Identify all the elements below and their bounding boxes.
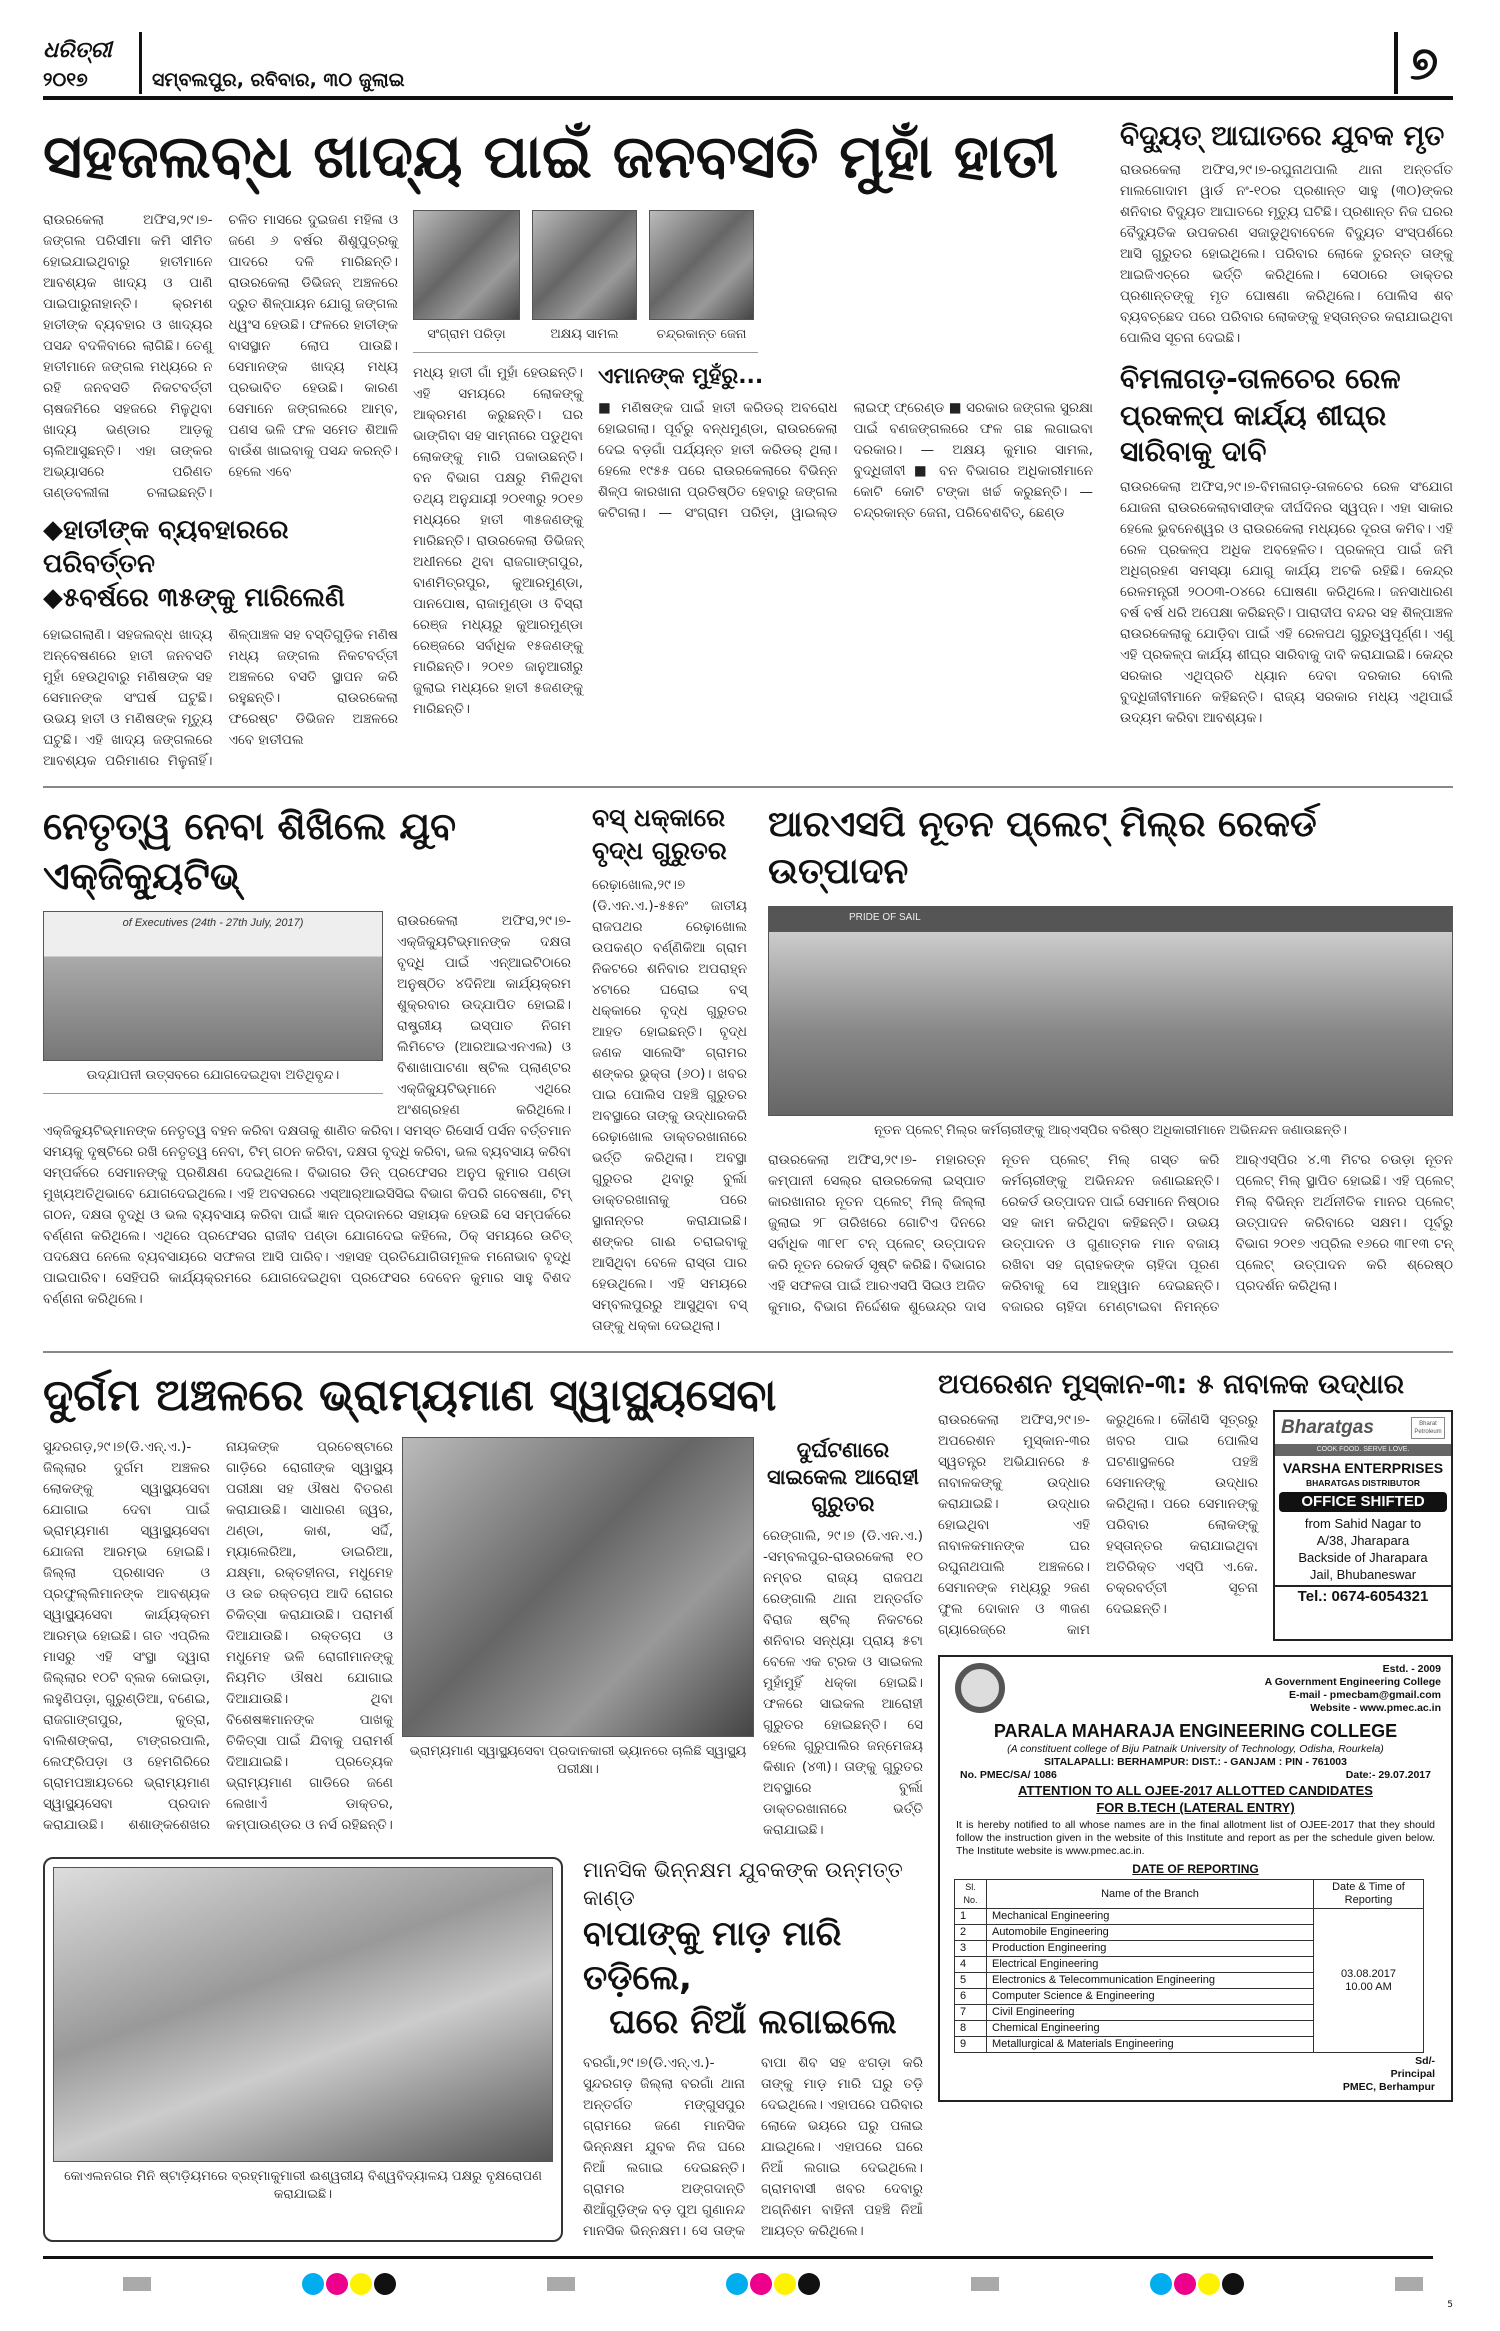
mental-body: ବରଗାଁ,୨୯।୭(ଡି.ଏନ୍.ଏ.)- ସୁନ୍ଦରଗଡ଼ ଜିଲ୍ଲା ବରଗାଁ ଥାନା ଅନ୍ତର୍ଗତ ମଙ୍ଗୁସପୁର ଗ୍ରାମରେ ଜଣେ ମାନସିକ ଭିନ୍ନକ୍ଷମ ଯୁବକ ନିଜ ଘରେ ନିଆଁ ଲଗାଇ ଦେଇଛନ୍ତି। ଗ୍ରାମର ଅଙ୍ଗଦାନ୍ତି ଶିଆଁଗୁଡ଼ିଙ୍କ ବଡ଼ ପୁଅ ଗୁଣାନନ୍ଦ ମାନସିକ ଭିନ୍ନକ୍ଷମ। ସେ ତାଙ୍କ ବାପା ଶିବ ସହ ଝଗଡ଼ା କରି ତାଙ୍କୁ ମାଡ଼ ମାରି ଘରୁ ତଡ଼ି ଦେଇଥିଲେ। ଏହାପରେ ପରିବାର ଲୋକେ ଭୟରେ ଘରୁ ପଳାଇ ଯାଇଥିଲେ। ଏହାପରେ ଘରେ ନିଆଁ ଲଗାଇ ଦେଇଥିଲେ। ଗ୍ରାମବାସୀ ଖବର ଦେବାରୁ ଅଗ୍ନିଶମ ବାହିନୀ ପହଞ୍ଚି ନିଆଁ ଆୟତ୍ତ କରିଥିଲେ। [583, 2054, 923, 2239]
col-header: Name of the Branch [987, 1880, 1314, 1909]
company-name: VARSHA ENTERPRISES [1282, 1460, 1444, 1477]
photo-portrait [649, 210, 754, 320]
bottom-section [43, 1367, 1453, 2241]
bus-body: ରେଢ଼ାଖୋଲ,୨୯।୭ (ଡି.ଏନ.ଏ.)-୫୫ନଂ ଜାତୀୟ ରାଜପଥର ରେଢ଼ାଖୋଲ ଉପକଣ୍ଠ ବର୍ଣ୍ଣିକିଆ ଗ୍ରାମ ନିକଟରେ ଶନିବାର ଅପରାହ୍ନ ୪ଟାରେ ଘରୋଇ ବସ୍ ଧକ୍କାରେ ବୃଦ୍ଧ ଗୁରୁତର ଆହତ ହୋଇଛନ୍ତି। ବୃଦ୍ଧ ଜଣକ ସାଲେସିଂ ଗ୍ରାମର ଶଙ୍କର ଭୁକ୍ତା (୬୦)। ଖବର ପାଇ ପୋଲିସ ପହଞ୍ଚି ଗୁରୁତର ଅବସ୍ଥାରେ ତାଙ୍କୁ ଉଦ୍ଧାରକରି ରେଢ଼ାଖୋଲ ଡାକ୍ତରଖାନାରେ ଭର୍ତ୍ତି କରିଥିଲା। ଅବସ୍ଥା ଗୁରୁତର ଥିବାରୁ ବୁର୍ଲା ଡାକ୍ତରଖାନାକୁ ପରେ ସ୍ଥାନାନ୍ତର କରାଯାଇଛି। ଶଙ୍କର ଗାଈ ଚରାଇବାକୁ ଆସିଥିବା ବେଳେ ରାସ୍ତା ପାର ହେଉଥିଲେ। ଏହି ସମୟରେ ସମ୍ବଲପୁରରୁ ଆସୁଥିବା ବସ୍ ତାଙ୍କୁ ଧକ୍କା ଦେଇଥିଲା। [592, 877, 747, 1335]
notice-text: It is hereby notified to all whose names are in the final allotment list of OJEE-2017 that they should follow the instruction given in the website of this Institute and report as per the schedule given below. The Institute website is www.pmec.ac.in. [956, 1819, 1435, 1858]
photo-caption: ସଂଗ୍ରାମ ପରିଡ଼ା [427, 327, 506, 342]
tree-photo-caption: କୋଏଲନଗର ମିନି ଷ୍ଟାଡ଼ିୟମରେ ବ୍ରହ୍ମାକୁମାରୀ ଈଶ୍ୱରୀୟ ବିଶ୍ୱବିଦ୍ୟାଳୟ ପକ୍ଷରୁ ବୃକ୍ଷରୋପଣ କରାଯାଇଛି। [64, 2169, 542, 2203]
address-line: from Sahid Nagar to [1304, 1516, 1422, 1532]
photo-portrait [532, 210, 637, 320]
mental-headline-2: ଘରେ ନିଆଁ ଲଗାଇଲେ [609, 2002, 897, 2043]
estd: Estd. - 2009 [1382, 1663, 1441, 1676]
table-row: 5 Electronics & Telecommunication Engineering [955, 1973, 1424, 1989]
lead-headline: ସହଜଲବ୍ଧ ଖାଦ୍ୟ ପାଇଁ ଜନବସତି ମୁହାଁ ହାତୀ [43, 122, 1059, 192]
tree-photo-frame [43, 1857, 563, 2241]
signatory-title: Principal [1390, 2068, 1435, 2081]
header-rule [43, 96, 1453, 100]
rail-body: ରାଉରକେଲା ଅଫିସ,୨୯।୭-ବିମଳାଗଡ଼-ତାଳଚେର ରେଳ ସଂଯୋଗ ଯୋଜନା ରାଉରକେଲାବାସୀଙ୍କ ଦୀର୍ଘଦିନର ସ୍ୱପ୍ନ। ଏହା ସାକାର ହେଲେ ଭୁବନେଶ୍ୱର ଓ ରାଉରକେଲା ମଧ୍ୟରେ ଦୂରତା କମିବ। ଏହି ରେଳ ପ୍ରକଳ୍ପ ଅଧିକ ଅବହେଳିତ। ପ୍ରକଳ୍ପ ପାଇଁ ଜମି ଅଧିଗ୍ରହଣ ସମସ୍ୟା ଯୋଗୁ କାର୍ଯ୍ୟ ଅଟକି ରହିଛି। କେନ୍ଦ୍ର ରେଳମନ୍ତ୍ରୀ ୨୦୦୩-୦୪ରେ ଘୋଷଣା କରିଥିଲେ। ଜନସାଧାରଣ ବର୍ଷ ବର୍ଷ ଧରି ଅପେକ୍ଷା କରିଛନ୍ତି। ପାରାଦୀପ ବନ୍ଦର ସହ ଶିଳ୍ପାଞ୍ଚଳ ରାଉରକେଲାକୁ ଯୋଡ଼ିବା ପାଇଁ ଏହି ରେଳପଥ ଗୁରୁତ୍ୱପୂର୍ଣ୍ଣ। ଏଣୁ ଏହି ପ୍ରକଳ୍ପ କାର୍ଯ୍ୟ ଶୀଘ୍ର ସାରିବାକୁ ଦାବି କରାଯାଇଛି। କେନ୍ଦ୍ର ସରକାର ଏଥିପ୍ରତି ଧ୍ୟାନ ଦେବା ଦରକାର ବୋଲି ବୁଦ୍ଧିଜୀବୀମାନେ କହିଛନ୍ତି। ରାଜ୍ୟ ସରକାର ମଧ୍ୟ ଏଥିପାଇଁ ଉଦ୍ୟମ କରିବା ଆବଶ୍ୟକ। [1120, 478, 1453, 726]
reporting-table [954, 1879, 1424, 2053]
table-row: 2 Automobile Engineering [955, 1925, 1424, 1941]
report-time: 10.00 AM [1345, 1980, 1392, 1993]
lead-subhead-2: ◆୫ବର୍ଷରେ ୩୫ଙ୍କୁ ମାରିଲେଣି [43, 582, 345, 613]
notice-badge: OFFICE SHIFTED [1279, 1492, 1447, 1512]
photo-caption: ଅକ୍ଷୟ ସାମଲ [550, 327, 619, 342]
phone: Tel.: 0674-6054321 [1275, 1585, 1451, 1607]
bharatgas-logo: Bharatgas [1281, 1417, 1374, 1439]
subtitle: BHARATGAS DISTRIBUTOR [1306, 1478, 1420, 1489]
health-headline: ଦୁର୍ଗମ ଅଞ୍ଚଳରେ ଭ୍ରାମ୍ୟମାଣ ସ୍ୱାସ୍ଥ୍ୟସେବା [43, 1370, 777, 1422]
corner-number: 5 [1447, 2299, 1453, 2310]
cycle-body: ରେଙ୍ଗାଲି, ୨୯।୭ (ଡି.ଏନ.ଏ.) -ସମ୍ବଲପୁର-ରାଉରକେଲା ୧୦ ନମ୍ବର ରାଜ୍ୟ ରାଜପଥ ରେଙ୍ଗାଲି ଥାନା ଅନ୍ତର୍ଗତ ବିରାଜ ଷ୍ଟିଲ୍ ନିକଟରେ ଶନିବାର ସନ୍ଧ୍ୟା ପ୍ରାୟ ୫ଟା ବେଳେ ଏକ ଟ୍ରକ ଓ ସାଇକଲ ମୁହାଁମୁହିଁ ଧକ୍କା ହୋଇଛି। ଫଳରେ ସାଇକଲ ଆରୋହୀ ଗୁରୁତର ହୋଇଛନ୍ତି। ସେ ହେଲେ ଗୁରୁପାଲିର ଜନ୍ମେଜୟ କିଶାନ (୪୩)। ତାଙ୍କୁ ଗୁରୁତର ଅବସ୍ଥାରେ ବୁର୍ଲା ଡାକ୍ତରଖାନାରେ ଭର୍ତ୍ତି କରାଯାଇଛି। [763, 1528, 923, 1839]
rsp-body: ରାଉରକେଲା ଅଫିସ,୨୯।୭- ମହାରତ୍ନ କମ୍ପାନୀ ସେଲ୍‌ର ରାଉରକେଲା ଇସ୍ପାତ କାରଖାନାର ନୂତନ ପ୍ଲେଟ୍ ମିଲ୍ ଜିଲ୍ଲା ଜୁଲାଇ ୨୮ ତାରିଖରେ ଗୋଟିଏ ଦିନରେ ସର୍ବାଧିକ ୩୮୧୮ ଟନ୍ ପ୍ଲେଟ୍ ଉତ୍ପାଦନ କରି ନୂତନ ରେକର୍ଡ ସୃଷ୍ଟି କରିଛି। ବିଭାଗର ଏହି ସଫଳତା ପାଇଁ ଆରଏସପି ସିଇଓ ଅଜିତ କୁମାର, ବିଭାଗ ନିର୍ଦ୍ଦେଶକ ଶୁଭେନ୍ଦ୍ର ଦାସ ନୂତନ ପ୍ଲେଟ୍ ମିଲ୍ ଗସ୍ତ କରି କର୍ମଚାରୀଙ୍କୁ ଅଭିନନ୍ଦନ ଜଣାଇଛନ୍ତି। ରେକର୍ଡ ଉତ୍ପାଦନ ପାଇଁ ସେମାନେ ନିଷ୍ଠାର ସହ କାମ କରିଥିବା କହିଛନ୍ତି। ଉଭୟ ଉତ୍ପାଦନ ଓ ଗୁଣାତ୍ମକ ମାନ ବଜାୟ ରଖିବା ସହ ଗ୍ରାହକଙ୍କ ଚାହିଦା ପୂରଣ କରିବାକୁ ସେ ଆହ୍ୱାନ ଦେଇଛନ୍ତି। ବଜାରର ଚାହିଦା ମେଣ୍ଟାଇବା ନିମନ୍ତେ ଆର୍‌ଏସ୍‌ପିର ୪.୩ ମିଟର ଚଉଡ଼ା ନୂତନ ପ୍ଲେଟ୍ ମିଲ୍ ସ୍ଥାପିତ ହୋଇଛି। ଏହି ପ୍ଲେଟ୍ ମିଲ୍ ବିଭିନ୍ନ ଅର୍ଥନୀତିକ ମାନର ପ୍ଲେଟ୍ ଉତ୍ପାଦନ କରିବାରେ ସକ୍ଷମ। ପୂର୍ବରୁ ବିଭାଗ ୨୦୧୭ ଏପ୍ରିଲ ୧୬ରେ ୩୮୧୩ ଟନ୍ ପ୍ଲେଟ୍ ଉତ୍ପାଦନ କରି ଶ୍ରେଷ୍ଠ ପ୍ରଦର୍ଶନ କରିଥିଲା। [768, 1151, 1453, 1315]
table-title: DATE OF REPORTING [1132, 1862, 1259, 1877]
table-row: 3 Production Engineering [955, 1941, 1424, 1957]
lead-photos [413, 210, 758, 344]
color-dots [725, 2273, 821, 2295]
college-name: PARALA MAHARAJA ENGINEERING COLLEGE [993, 1721, 1398, 1742]
notice-title: ATTENTION TO ALL OJEE-2017 ALLOTTED CANDIDATES [1018, 1783, 1373, 1799]
logo: ଧରିତ୍ରୀ [43, 38, 112, 63]
lead-body: ରାଉରକେଲା ଅଫିସ,୨୯।୭- ଜଙ୍ଗଲ ପରିସୀମା କମି ସୀମିତ ହୋଇଯାଇଥିବାରୁ ହାତୀମାନେ ଆବଶ୍ୟକ ଖାଦ୍ୟ ଓ ପାଣି ପାଇପାରୁନାହାନ୍ତି। କ୍ରମଶ ହାତୀଙ୍କ ବ୍ୟବହାର ଓ ଖାଦ୍ୟର ପସନ୍ଦ ବଦଳିବାରେ ଲାଗିଛି। ତେଣୁ ହାତୀମାନେ ଜଙ୍ଗଲ ମଧ୍ୟରେ ନ ରହି ଜନବସତି ନିକଟବର୍ତ୍ତୀ ଚାଷଜମିରେ ସହଜରେ ମିଳୁଥିବା ଖାଦ୍ୟ ଭଣ୍ଡାର ଆଡ଼କୁ ଚାଲିଆସୁଛନ୍ତି। ଏହା ତାଙ୍କର ଅଭ୍ୟାସରେ ପରିଣତ ତାଣ୍ଡବଲୀଳା ଚଳାଇଛନ୍ତି। ଚଳିତ ମାସରେ ଦୁଇଜଣ ମହିଳା ଓ ଜଣେ ୬ ବର୍ଷର ଶିଶୁପୁତ୍ରକୁ ପାଦରେ ଦଳି ମାରିଛନ୍ତି। ରାଉରକେଲା ଡିଭିଜନ୍ ଅଞ୍ଚଳରେ ଦ୍ରୁତ ଶିଳ୍ପାୟନ ଯୋଗୁ ଜଙ୍ଗଲ ଧ୍ୱଂସ ହେଉଛି। ଫଳରେ ହାତୀଙ୍କ ବାସସ୍ଥାନ ଲୋପ ପାଉଛି। ସେମାନଙ୍କ ଖାଦ୍ୟ ମଧ୍ୟ ପ୍ରଭାବିତ ହେଉଛି। କାରଣ ସେମାନେ ଜଙ୍ଗଲରେ ଆମ୍ବ, ପଣସ ଭଳି ଫଳ ସମେତ ଶିଆଳି ବାଉଁଶ ଖାଇବାକୁ ପସନ୍ଦ କରନ୍ତି। ହେଲେ ଏବେ [43, 212, 398, 501]
bp-logo: Bharat Petroleum [1411, 1417, 1445, 1439]
mental-kicker: ମାନସିକ ଭିନ୍ନକ୍ଷମ ଯୁବକଙ୍କ ଉନ୍ମତ୍ତ କାଣ୍ଡ [583, 1858, 903, 1910]
quotes-body: ■ ମଣିଷଙ୍କ ପାଇଁ ହାତୀ କରିଡର୍ ଅବରୋଧ ହୋଇଗଲା। ପୂର୍ବରୁ ବନ୍ଧମୁଣ୍ଡା, ରାଉରକେଲା ଦେଇ ବଡ଼ଗାଁ ପର୍ଯ୍ୟନ୍ତ ହାତୀ କରିଡର୍ ଥିଲା। ହେଲେ ୧୯୫୫ ପରେ ରାଉରକେଲାରେ ବିଭିନ୍ନ ଶିଳ୍ପ କାରଖାନା ପ୍ରତିଷ୍ଠିତ ହେବାରୁ ଜଙ୍ଗଲ କଟିଗଲା। — ସଂଗ୍ରାମ ପରିଡ଼ା, ୱାଇଲ୍ଡ ଲାଇଫ୍ ଫ୍ରେଣ୍ଡ ■ ସରକାର ଜଙ୍ଗଲ ସୁରକ୍ଷା ପାଇଁ ବଣଜଙ୍ଗଲରେ ଫଳ ଗଛ ଲଗାଇବା ଦରକାର। — ଅକ୍ଷୟ କୁମାର ସାମଲ, ବୁଦ୍ଧିଜୀବୀ ■ ବନ ବିଭାଗର ଅଧିକାରୀମାନେ କୋଟି କୋଟି ଟଙ୍କା ଖର୍ଚ୍ଚ କରୁଛନ୍ତି। — ଚନ୍ଦ୍ରକାନ୍ତ ଜେନା, ପରିବେଶବିତ୍, ଛେଣ୍ଡ [598, 399, 1093, 521]
electrocution-headline: ବିଦ୍ୟୁତ୍ ଆଘାତରେ ଯୁବକ ମୃତ [1120, 119, 1445, 152]
health-photo-caption: ଭ୍ରାମ୍ୟମାଣ ସ୍ୱାସ୍ଥ୍ୟସେବା ପ୍ରଦାନକାରୀ ଭ୍ୟାନରେ ଚାଲିଛି ସ୍ୱାସ୍ଥ୍ୟ ପରୀକ୍ଷା। [409, 1743, 747, 1777]
executives-photo-caption: ଉଦ୍‌ଯାପନୀ ଉତ୍ସବରେ ଯୋଗଦେଇଥିବା ଅତିଥିବୃନ୍ଦ। [86, 1068, 340, 1084]
website[interactable]: Website - www.pmec.ac.in [1310, 1702, 1441, 1715]
email[interactable]: E-mail - pmecbam@gmail.com [1288, 1689, 1441, 1702]
college-type: A Government Engineering College [1264, 1676, 1441, 1689]
table-row: 1 Mechanical Engineering 03.08.2017 10.00 AM [955, 1909, 1424, 1925]
banner-text: of Executives (24th - 27th July, 2017) [122, 917, 304, 930]
middle-section [43, 802, 1453, 1337]
lead-subhead-1: ◆ହାତୀଙ୍କ ବ୍ୟବହାରରେ ପରିବର୍ତ୍ତନ [43, 515, 289, 579]
notice-date: Date:- 29.07.2017 [1345, 1769, 1431, 1782]
tree-photo [53, 1867, 553, 2162]
health-body: ସୁନ୍ଦରଗଡ଼,୨୯।୭(ଡି.ଏନ୍.ଏ.)- ଜିଲ୍ଲାର ଦୁର୍ଗମ ଅଞ୍ଚଳର ଲୋକଙ୍କୁ ସ୍ୱାସ୍ଥ୍ୟସେବା ଯୋଗାଇ ଦେବା ପାଇଁ ଭ୍ରାମ୍ୟମାଣ ସ୍ୱାସ୍ଥ୍ୟସେବା ଯୋଜନା ଆରମ୍ଭ ହୋଇଛି। ଜିଲ୍ଲା ପ୍ରଶାସନ ଓ ପ୍ରଫୁଲ୍ଲିମାନଙ୍କ ଆବଶ୍ୟକ ସ୍ୱାସ୍ଥ୍ୟସେବା କାର୍ଯ୍ୟକ୍ରମ ଆରମ୍ଭ ହୋଇଛି। ଗତ ଏପ୍ରିଲ ମାସରୁ ଏହି ସଂସ୍ଥା ଦ୍ୱାରା ଜିଲ୍ଲାର ୧୦ଟି ବ୍ଲକ କୋଇଡ଼ା, ଲହୁଣିପଡ଼ା, ଗୁରୁଣ୍ଡିଆ, ବଣେଇ, ରାଜଗାଙ୍ଗପୁର, କୁତ୍ରା, ବାଲିଶଙ୍କରା, ଟାଙ୍ଗରପାଲି, ଲେଫ୍ରିପଡ଼ା ଓ ହେମଗିରିରେ ଗ୍ରାମପଞ୍ଚାୟତରେ ଭ୍ରାମ୍ୟମାଣ ସ୍ୱାସ୍ଥ୍ୟସେବା ପ୍ରଦାନ କରାଯାଉଛି। ଶଶାଙ୍କଶେଖର ନାୟକଙ୍କ ପ୍ରଚେଷ୍ଟାରେ ଗାଡ଼ିରେ ରୋଗୀଙ୍କ ସ୍ୱାସ୍ଥ୍ୟ ପରୀକ୍ଷା ସହ ଔଷଧ ବିତରଣ କରାଯାଉଛି। ସାଧାରଣ ଜ୍ୱର, ଥଣ୍ଡା, କାଶ, ସର୍ଦ୍ଦି, ମ୍ୟାଲେରିଆ, ଡାଇରିଆ, ଯକ୍ଷ୍ମା, ରକ୍ତହୀନତା, ମଧୁମେହ ଓ ଉଚ୍ଚ ରକ୍ତଚାପ ଆଦି ରୋଗର ଚିକିତ୍ସା କରାଯାଉଛି। ପରାମର୍ଶ ଦିଆଯାଉଛି। ରକ୍ତଚାପ ଓ ମଧୁମେହ ଭଳି ରୋଗୀମାନଙ୍କୁ ନିୟମିତ ଔଷଧ ଯୋଗାଇ ଦିଆଯାଉଛି। ଥିବା ବିଶେଷଜ୍ଞମାନଙ୍କ ପାଖକୁ ଚିକିତ୍ସା ପାଇଁ ଯିବାକୁ ପରାମର୍ଶ ଦିଆଯାଇଛି। ପ୍ରତ୍ୟେକ ଭ୍ରାମ୍ୟମାଣ ଗାଡିରେ ଜଣେ ଲେଖାଏଁ ଡାକ୍ତର, କମ୍ପାଉଣ୍ଡର ଓ ନର୍ସ ରହିଛନ୍ତି। [43, 1438, 393, 1833]
table-row: 9 Metallurgical & Materials Engineering [955, 2037, 1424, 2053]
address: SITALAPALLI: BERHAMPUR: DIST.: - GANJAM : PIN - 761003 [1044, 1756, 1347, 1769]
photo-portrait [413, 210, 520, 320]
quotes-title: ଏମାନଙ୍କ ମୁହଁରୁ... [598, 364, 764, 389]
table-row: 7 Civil Engineering [955, 2005, 1424, 2021]
executives-photo [43, 911, 383, 1061]
dateline: ସମ୍ବଲପୁର, ରବିବାର, ୩୦ ଜୁଲାଇ [152, 69, 405, 91]
masthead [43, 28, 1453, 94]
banner-text: PRIDE OF SAIL [849, 911, 921, 923]
signature: Sd/- [1415, 2055, 1435, 2068]
mental-headline-1: ବାପାଙ୍କୁ ମାଡ଼ ମାରି ତଡ଼ିଲେ, [583, 1914, 842, 1999]
col-header: Date & Time of Reporting [1314, 1880, 1424, 1909]
notice-subtitle: FOR B.TECH (LATERAL ENTRY) [1096, 1800, 1295, 1816]
executives-headline: ନେତୃତ୍ୱ ନେବା ଶିଖିଲେ ଯୁବ ଏକ୍‌ଜିକ୍ୟୁଟିଭ୍ [43, 804, 457, 898]
table-row: 4 Electrical Engineering [955, 1957, 1424, 1973]
muskan-headline: ଅପରେଶନ ମୁସ୍କାନ-୩: ୫ ନାବାଳକ ଉଦ୍ଧାର [938, 1369, 1405, 1401]
photo-caption: ଚନ୍ଦ୍ରକାନ୍ତ ଜେନା [656, 327, 747, 342]
color-dots [1149, 2273, 1245, 2295]
table-row: 8 Chemical Engineering [955, 2021, 1424, 2037]
rsp-photo-caption: ନୂତନ ପ୍ଲେଟ୍ ମିଲ୍‌ର କର୍ମଚାରୀଙ୍କୁ ଆର୍‌ଏସ୍‌ପିର ବରିଷ୍ଠ ଅଧିକାରୀମାନେ ଅଭିନନ୍ଦନ ଜଣାଉଛନ୍ତି। [874, 1122, 1347, 1138]
affiliation: (A constituent college of Biju Patnaik University of Technology, Odisha, Rourkela) [1007, 1743, 1384, 1756]
bharatgas-ad[interactable] [1273, 1410, 1453, 1641]
rsp-photo [768, 906, 1453, 1116]
ref-number: No. PMEC/SA/ 1086 [960, 1769, 1057, 1782]
address-line: A/38, Jharapara [1316, 1533, 1410, 1549]
electrocution-body: ରାଉରକେଲା ଅଫିସ,୨୯।୭-ରଘୁନାଥପାଲି ଥାନା ଅନ୍ତର୍ଗତ ମାଲଗୋଦାମ ୱାର୍ଡ ନଂ-୧୦ର ପ୍ରଶାନ୍ତ ସାହୁ (୩୦)ଙ୍କର ଶନିବାର ବିଦ୍ୟୁତ ଆଘାତରେ ମୃତ୍ୟୁ ଘଟିଛି। ପ୍ରଶାନ୍ତ ନିଜ ଘରର ବୈଦ୍ୟୁତିକ ଉପକରଣ ସଜାଡୁଥିବାବେଳେ ବିଦ୍ୟୁତ ସଂସ୍ପର୍ଶରେ ଆସି ଗୁରୁତର ହୋଇଥିଲେ। ପରିବାର ଲୋକେ ତୁରନ୍ତ ତାଙ୍କୁ ଆଇଜିଏଚ୍‌ରେ ଭର୍ତ୍ତି କରିଥିଲେ। ସେଠାରେ ଡାକ୍ତର ପ୍ରଶାନ୍ତଙ୍କୁ ମୃତ ଘୋଷଣା କରିଥିଲେ। ପୋଲିସ ଶବ ବ୍ୟବଚ୍ଛେଦ ପରେ ପରିବାର ଲୋକଙ୍କୁ ହସ୍ତାନ୍ତର କରାଯାଇଥିବା ପୋଲିସ ସୂଚନା ଦେଇଛି। [1120, 162, 1453, 347]
col-header: Sl. No. [955, 1880, 987, 1909]
table-row: 6 Computer Science & Engineering [955, 1989, 1424, 2005]
muskan-body: ରାଉରକେଲା ଅଫିସ,୨୯।୭- ଅପରେଶନ ମୁସ୍କାନ-୩ର ସ୍ୱତନ୍ତ୍ର ଅଭିଯାନରେ ୫ ନାବାଳକଙ୍କୁ ଉଦ୍ଧାର କରାଯାଇଛି। ଉଦ୍ଧାର ହୋଇଥିବା ଏହି ନାବାଳକମାନଙ୍କ ଘର ରଘୁନାଥପାଲି ଅଞ୍ଚଳରେ। ସେମାନଙ୍କ ମଧ୍ୟରୁ ୨ଜଣ ଫୁଲ ଦୋକାନ ଓ ୩ଜଣ ଗ୍ୟାରେଜ୍‌ରେ କାମ କରୁଥିଲେ। କୌଣସି ସୂତ୍ରରୁ ଖବର ପାଇ ପୋଲିସ ଘଟଣାସ୍ଥଳରେ ପହଞ୍ଚି ସେମାନଙ୍କୁ ଉଦ୍ଧାର କରିଥିଲା। ପରେ ସେମାନଙ୍କୁ ପରିବାର ଲୋକଙ୍କୁ ହସ୍ତାନ୍ତର କରାଯାଇଥିବା ଅତିରିକ୍ତ ଏସ୍‌ପି ଏ.କେ. ଚକ୍ରବର୍ତ୍ତୀ ସୂଚନା ଦେଇଛନ୍ତି। [938, 1412, 1258, 1639]
rail-headline: ବିମଳାଗଡ଼-ତାଳଚେର ରେଳ ପ୍ରକଳ୍ପ କାର୍ଯ୍ୟ ଶୀଘ୍ର ସାରିବାକୁ ଦାବି [1120, 362, 1401, 469]
page-number: ୭ [1410, 36, 1439, 90]
lead-body-3: ମଧ୍ୟ ହାତୀ ଗାଁ ମୁହାଁ ହେଉଛନ୍ତି। ଏହି ସମୟରେ ଲୋକଙ୍କୁ ଆକ୍ରମଣ କରୁଛନ୍ତି। ଘର ଭାଙ୍ଗିବା ସହ ସାମ୍ନାରେ ପଡୁଥିବା ଲୋକଙ୍କୁ ମାରି ପକାଉଛନ୍ତି। ବନ ବିଭାଗ ପକ୍ଷରୁ ମିଳିଥିବା ତଥ୍ୟ ଅନୁଯାୟୀ ୨୦୧୩ରୁ ୨୦୧୭ ମଧ୍ୟରେ ହାତୀ ୩୫ଜଣଙ୍କୁ ମାରିଛନ୍ତି। ରାଉରକେଲା ଡିଭିଜନ୍ ଅଧୀନରେ ଥିବା ରାଜଗାଙ୍ଗପୁର, ବାଣମିତ୍ରପୁର, କୁଆରମୁଣ୍ଡା, ପାନପୋଷ, ରାଜାମୁଣ୍ଡା ଓ ବିସ୍ରା ରେଞ୍ଜ ମଧ୍ୟରୁ କୁଆରମୁଣ୍ଡା ରେଞ୍ଜରେ ସର୍ବାଧିକ ୧୫ଜଣଙ୍କୁ ମାରିଛନ୍ତି। ୨୦୧୭ ଜାନୁଆରୀରୁ ଜୁଲାଇ ମଧ୍ୟରେ ହାତୀ ୫ଜଣଙ୍କୁ ମାରିଛନ୍ତି। [413, 365, 583, 717]
address-line: Jail, Bhubaneswar [1309, 1567, 1417, 1583]
year: ୨୦୧୭ [43, 69, 88, 91]
health-photo [402, 1437, 754, 1737]
executives-body: ରାଉରକେଲା ଅଫିସ,୨୯।୭- ଏକ୍‌ଜିକ୍ୟୁଟିଭ୍‌ମାନଙ୍କ ଦକ୍ଷତା ବୃଦ୍ଧି ପାଇଁ ଏନ୍‌ଆଇଟିଠାରେ ଅନୁଷ୍ଠିତ ୪ଦିନିଆ କାର୍ଯ୍ୟକ୍ରମ ଶୁକ୍ରବାର ଉଦ୍‌ଯାପିତ ହୋଇଛି। ରାଷ୍ଟ୍ରୀୟ ଇସ୍ପାତ ନିଗମ ଲିମିଟେଡ (ଆରଆଇଏନଏଲ) ଓ ବିଶାଖାପାଟଣା ଷ୍ଟିଲ ପ୍ଲାଣ୍ଟର ଏକ୍‌ଜିକ୍ୟୁଟିଭ୍‌ମାନେ ଏଥିରେ ଅଂଶଗ୍ରହଣ କରିଥିଲେ। ଏକ୍‌ଜିକ୍ୟୁଟିଭ୍‌ମାନଙ୍କ ନେତୃତ୍ୱ ବହନ କରିବା ଦକ୍ଷତାକୁ ଶାଣିତ କରିବା। ସମସ୍ତ ରିସୋର୍ସ ପର୍ସନ ବର୍ତ୍ତମାନ ସମୟକୁ ଦୃଷ୍ଟିରେ ରଖି ନେତୃତ୍ୱ ନେବା, ଟିମ୍ ଗଠନ କରିବା, ଦକ୍ଷତା ବୃଦ୍ଧି କରିବା, ଭଲ ବ୍ୟବସାୟ କରିବା ସମ୍ପର୍କରେ ସେମାନଙ୍କୁ ପ୍ରଶିକ୍ଷଣ ଦେଇଥିଲେ। ବିଭାଗର ଡିନ୍ ପ୍ରଫେସର ଅନୁପ କୁମାର ପଣ୍ଡା ମୁଖ୍ୟଅତିଥିଭାବେ ଯୋଗଦେଇଥିଲେ। ଏହି ଅବସରରେ ଏସ୍‌ଆର୍‌ଆଇସିସିଇ ବିଭାଗ କିପରି ଗବେଷଣା, ଟିମ୍ ଗଠନ, ଦକ୍ଷତା ବୃଦ୍ଧି ଓ ଭଲ ବ୍ୟବସାୟ କରିବା ପାଇଁ ଜ୍ଞାନ ପ୍ରଦାନରେ ସହାୟକ ହେଉଛି ସେ ସମ୍ପର୍କରେ ବର୍ଣ୍ଣନା କରିଥିଲେ। ଏଥିରେ ପ୍ରଫେସର ରାଜୀବ ପଣ୍ଡା ଯୋଗଦେଇ କହିଲେ, ଠିକ୍ ସମୟରେ ଉଚିତ୍ ପଦକ୍ଷେପ ନେଲେ ବ୍ୟବସାୟରେ ସଫଳତା ଆସି ପାରିବ। ଏହାସହ ପ୍ରତିଯୋଗିତାମୂଳକ ମନୋଭାବ ବୃଦ୍ଧି ପାଇପାରିବ। ସେହିପରି କାର୍ଯ୍ୟକ୍ରମରେ ଯୋଗଦେଇଥିବା ପ୍ରଫେସର ଦେବେନ କୁମାର ସାହୁ ବିଶଦ ବର୍ଣ୍ଣନା କରିଥିଲେ। [43, 913, 571, 1308]
tagline: COOK FOOD. SERVE LOVE. [1275, 1444, 1451, 1456]
footer-rule [43, 2256, 1433, 2259]
report-date: 03.08.2017 [1340, 1967, 1397, 1980]
cycle-headline: ଦୁର୍ଘଟଣାରେ ସାଇକେଲ ଆରୋହୀ ଗୁରୁତର [767, 1437, 919, 1517]
signatory-org: PMEC, Berhampur [1342, 2081, 1435, 2094]
pmec-ad[interactable] [938, 1655, 1453, 2102]
rsp-headline: ଆରଏସପି ନୂତନ ପ୍ଲେଟ୍ ମିଲ୍‌ର ରେକର୍ଡ ଉତ୍ପାଦନ [768, 804, 1317, 893]
bus-headline: ବସ୍ ଧକ୍କାରେ ବୃଦ୍ଧ ଗୁରୁତର [592, 803, 727, 865]
address-line: Backside of Jharapara [1298, 1550, 1428, 1566]
registration-marks [123, 2273, 1423, 2295]
color-dots [301, 2273, 397, 2295]
lead-body-2: ହୋଇଗଲାଣି। ସହଜଲବ୍ଧ ଖାଦ୍ୟ ଅନ୍ବେଷଣରେ ହାତୀ ଜନବସତି ମୁହାଁ ହେଉଥିବାରୁ ମଣିଷଙ୍କ ସହ ସେମାନଙ୍କ ସଂଘର୍ଷ ଘଟୁଛି। ଉଭୟ ହାତୀ ଓ ମଣିଷଙ୍କ ମୃତ୍ୟୁ ଘଟୁଛି। ଏହି ଖାଦ୍ୟ ଜଙ୍ଗଲରେ ଆବଶ୍ୟକ ପରିମାଣର ମିଳୁନାହିଁ। ଶିଳ୍ପାଞ୍ଚଳ ସହ ବସ୍ତିଗୁଡ଼ିକ ମଣିଷ ମଧ୍ୟ ଜଙ୍ଗଲ ନିକଟବର୍ତ୍ତୀ ଅଞ୍ଚଳରେ ବସତି ସ୍ଥାପନ କରି ରହୁଛନ୍ତି। ରାଉରକେଲା ଫରେଷ୍ଟ ଡିଭିଜନ ଅଞ୍ଚଳରେ ଏବେ ହାତୀପଲ [43, 627, 398, 770]
top-section [43, 118, 1453, 772]
